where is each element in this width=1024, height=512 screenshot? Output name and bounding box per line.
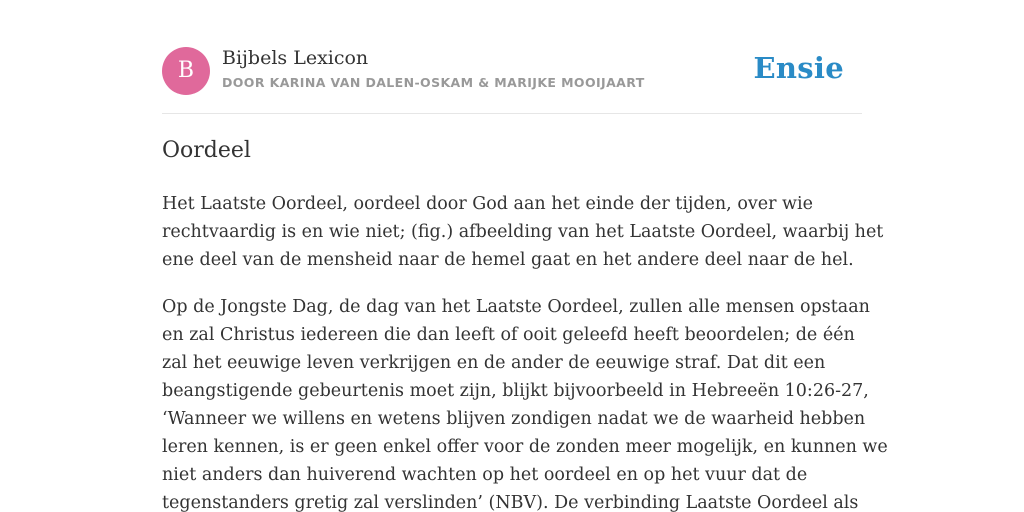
text-line: ‘Wanneer we willens en wetens blijven zondigen nadat we de waarheid hebben [162,409,866,429]
paragraph [162,190,884,274]
authors-byline: DOOR KARINA VAN DALEN-OSKAM & MARIJKE MOOIJAART [222,75,645,90]
paragraph [162,293,888,512]
text-line: Op de Jongste Dag, de dag van het Laatste Oordeel, zullen alle mensen opstaan [162,297,870,317]
text-line: zal het eeuwige leven verkrijgen en de ander de eeuwige straf. Dat dit een [162,353,826,373]
header [162,47,862,95]
avatar[interactable]: B [162,47,210,95]
text-line: niet anders dan huiverend wachten op het oordeel en op het vuur dat de [162,465,808,485]
ensie-logo[interactable]: Ensie [753,51,844,85]
text-line: tegenstanders gretig zal verslinden’ (NBV). De verbinding Laatste Oordeel als [162,493,859,512]
divider [162,113,862,114]
lexicon-title[interactable]: Bijbels Lexicon [222,47,369,69]
text-line: beangstigende gebeurtenis moet zijn, blijkt bijvoorbeeld in Hebreeën 10:26-27, [162,381,869,401]
text-line: en zal Christus iedereen die dan leeft of ooit geleefd heeft beoordelen; de één [162,325,855,345]
text-line: ene deel van de mensheid naar de hemel gaat en het andere deel naar de hel. [162,250,854,270]
entry-title: Oordeel [162,138,251,163]
text-line: Het Laatste Oordeel, oordeel door God aan het einde der tijden, over wie [162,194,813,214]
entry-content [162,190,888,512]
text-line: rechtvaardig is en wie niet; (fig.) afbeelding van het Laatste Oordeel, waarbij het [162,222,884,242]
text-line: leren kennen, is er geen enkel offer voor de zonden meer mogelijk, en kunnen we [162,437,888,457]
